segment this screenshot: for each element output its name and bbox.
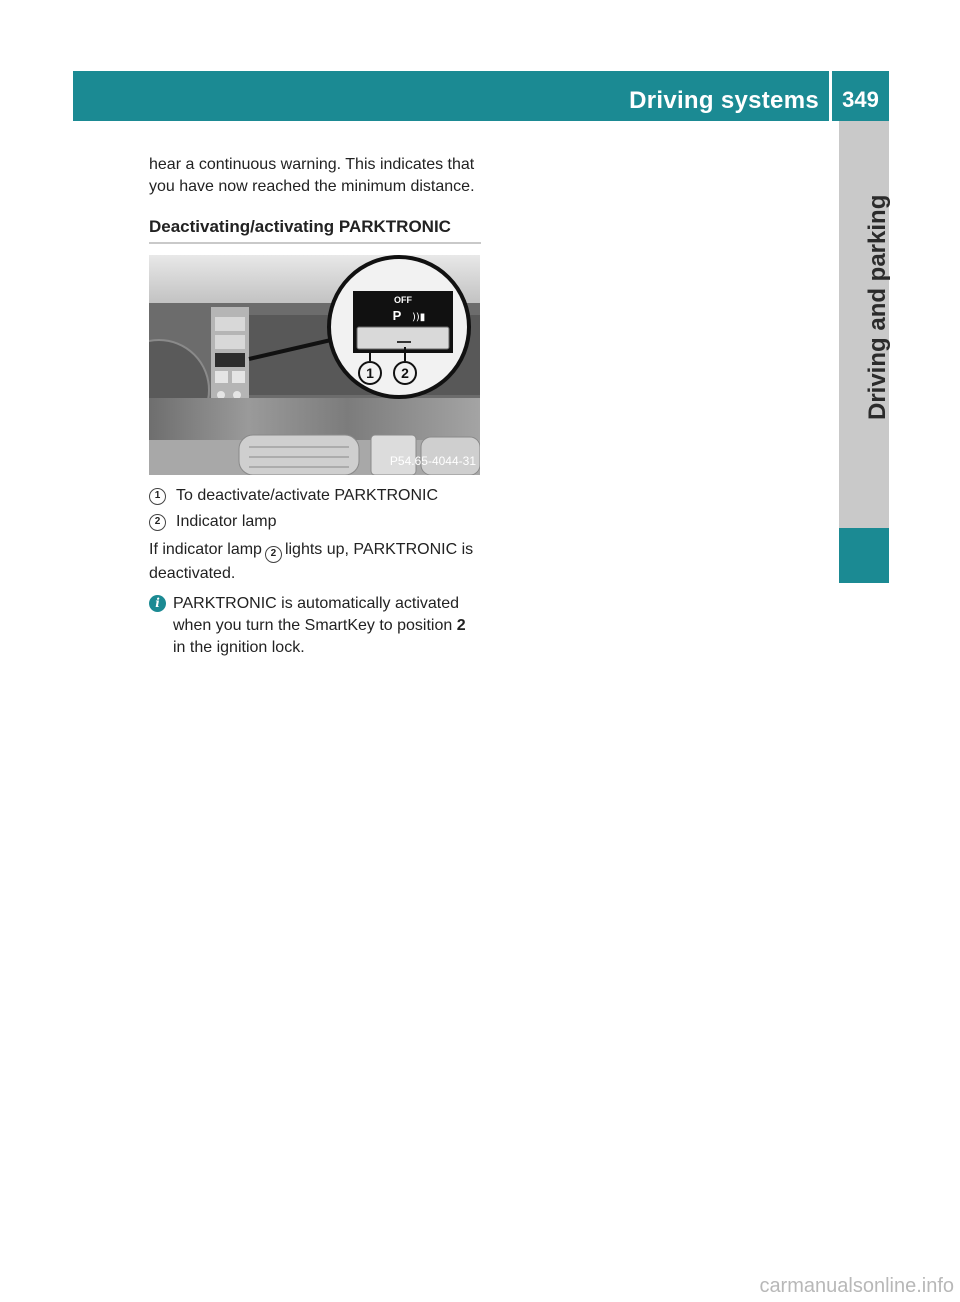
legend-text: To deactivate/activate PARKTRONIC bbox=[176, 487, 439, 504]
callout-1-text: 1 bbox=[366, 365, 374, 381]
zoomed-button bbox=[357, 327, 449, 349]
legend bbox=[149, 485, 481, 533]
body-text-before: If indicator lamp bbox=[149, 541, 262, 558]
body-text-after: lights up, PARKTRONIC is deactivated. bbox=[149, 541, 474, 582]
page-number: 349 bbox=[842, 87, 879, 112]
callout-2-text: 2 bbox=[401, 365, 409, 381]
info-text-after: in the ignition lock. bbox=[173, 638, 305, 656]
body-inline-number: 2 bbox=[265, 546, 282, 563]
info-icon: i bbox=[149, 595, 166, 612]
section-heading: Deactivating/activating PARKTRONIC bbox=[149, 216, 481, 244]
info-text bbox=[165, 593, 481, 659]
intro-line-1: hear a continuous warning. This indicates that bbox=[149, 156, 475, 173]
side-tab-label: Driving and parking bbox=[864, 194, 891, 420]
wood-trim bbox=[149, 398, 480, 440]
intro-line-2: you have now reached the minimum distance. bbox=[149, 178, 475, 195]
legend-number: 1 bbox=[149, 488, 166, 505]
header-title: Driving systems bbox=[629, 87, 819, 114]
info-position: 2 bbox=[456, 616, 466, 634]
body-paragraph bbox=[149, 539, 481, 585]
parking-sensor-icon: ))▮ bbox=[412, 312, 426, 323]
figure-code: P54.65-4044-31 bbox=[389, 454, 476, 468]
legend-item bbox=[149, 511, 481, 533]
legend-item bbox=[149, 485, 481, 507]
parktronic-switch-small bbox=[215, 353, 245, 367]
dashboard-illustration bbox=[149, 255, 480, 475]
legend-text: Indicator lamp bbox=[176, 513, 277, 530]
air-vent bbox=[239, 435, 359, 475]
header-bar bbox=[73, 71, 889, 121]
info-note bbox=[149, 593, 481, 659]
watermark: carmanualsonline.info bbox=[759, 1275, 954, 1297]
side-tab-marker bbox=[839, 528, 889, 583]
button-p-text: P bbox=[392, 308, 402, 323]
legend-number: 2 bbox=[149, 514, 166, 531]
main-content bbox=[149, 154, 481, 659]
button-off-text: OFF bbox=[394, 295, 412, 305]
info-text-before: PARKTRONIC is automatically activated when you turn the SmartKey to position bbox=[173, 594, 460, 634]
dashboard-figure bbox=[149, 255, 480, 475]
